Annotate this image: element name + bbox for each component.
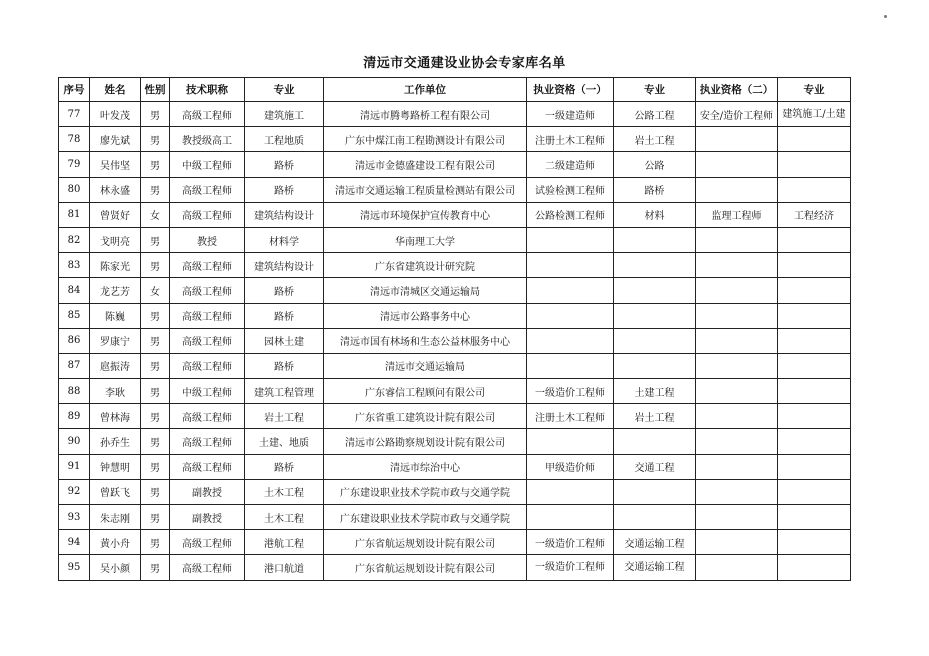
table-cell: 岩土工程 [614,127,696,152]
column-header: 工作单位 [324,78,527,102]
table-cell: 建筑工程管理 [245,379,324,404]
table-row [59,152,851,177]
table-cell [778,227,851,252]
table-cell: 曾贤好 [90,202,141,227]
table-cell [696,429,778,454]
table-row [59,253,851,278]
table-cell [778,429,851,454]
table-cell: 副教授 [170,505,245,530]
table-cell: 二级建造师 [527,152,614,177]
table-cell: 高级工程师 [170,353,245,378]
column-header: 专业 [245,78,324,102]
table-row [59,102,851,127]
table-cell: 广东省航运规划设计院有限公司 [324,555,527,580]
table-cell: 92 [59,479,90,504]
table-row [59,202,851,227]
table-cell: 龙艺芳 [90,278,141,303]
table-cell: 广东中煤江南工程勘测设计有限公司 [324,127,527,152]
table-cell: 清远市环境保护宣传教育中心 [324,202,527,227]
table-cell: 路桥 [614,177,696,202]
table-cell: 高级工程师 [170,253,245,278]
table-cell: 高级工程师 [170,454,245,479]
table-cell [696,353,778,378]
table-cell: 吴伟坚 [90,152,141,177]
table-cell: 清远市综治中心 [324,454,527,479]
table-cell: 土建工程 [614,379,696,404]
table-cell: 广东建设职业技术学院市政与交通学院 [324,505,527,530]
table-cell: 高级工程师 [170,328,245,353]
table-cell: 交通工程 [614,454,696,479]
table-row [59,479,851,504]
table-cell: 中级工程师 [170,152,245,177]
table-cell: 95 [59,555,90,580]
table-cell: 79 [59,152,90,177]
table-cell: 叶发茂 [90,102,141,127]
table-row [59,555,851,580]
table-cell [778,328,851,353]
table-cell [778,353,851,378]
table-cell: 清远市公路勘察规划设计院有限公司 [324,429,527,454]
table-cell [527,328,614,353]
table-cell: 广东睿信工程顾问有限公司 [324,379,527,404]
table-cell: 90 [59,429,90,454]
table-cell [696,530,778,555]
table-cell: 广东省航运规划设计院有限公司 [324,530,527,555]
table-cell: 86 [59,328,90,353]
table-cell [527,505,614,530]
table-cell [696,404,778,429]
table-row [59,404,851,429]
table-cell [527,479,614,504]
table-cell: 80 [59,177,90,202]
table-cell: 男 [141,102,170,127]
table-cell [696,127,778,152]
table-cell: 戈明亮 [90,227,141,252]
table-cell: 77 [59,102,90,127]
table-cell: 交通运输工程 [614,530,696,555]
table-header [59,78,851,102]
table-cell: 男 [141,530,170,555]
table-cell: 路桥 [245,152,324,177]
table-cell: 男 [141,303,170,328]
table-cell: 罗康宁 [90,328,141,353]
table-cell: 曾跃飞 [90,479,141,504]
column-header: 姓名 [90,78,141,102]
table-cell: 华南理工大学 [324,227,527,252]
column-header: 执业资格（一） [527,78,614,102]
table-cell: 男 [141,328,170,353]
table-cell: 公路检测工程师 [527,202,614,227]
table-row [59,177,851,202]
table-cell: 路桥 [245,353,324,378]
table-cell: 监理工程师 [696,202,778,227]
table-cell: 广东建设职业技术学院市政与交通学院 [324,479,527,504]
expert-table [58,77,851,581]
table-cell: 清远市交通运输局 [324,353,527,378]
table-cell: 高级工程师 [170,177,245,202]
table-cell [778,530,851,555]
table-cell: 男 [141,177,170,202]
table-cell: 一级建造师 [527,102,614,127]
table-cell: 84 [59,278,90,303]
table-cell: 一级造价工程师 [527,530,614,555]
table-cell: 男 [141,353,170,378]
table-cell: 女 [141,202,170,227]
table-cell [614,278,696,303]
table-cell: 85 [59,303,90,328]
table-row [59,127,851,152]
document-title: 清远市交通建设业协会专家库名单 [363,56,566,71]
table-cell: 男 [141,379,170,404]
table-cell: 男 [141,479,170,504]
table-row [59,379,851,404]
table-cell: 91 [59,454,90,479]
table-cell: 曾林海 [90,404,141,429]
table-cell: 一级造价工程师 [527,379,614,404]
table-cell: 清远市清城区交通运输局 [324,278,527,303]
table-cell: 孙乔生 [90,429,141,454]
table-cell: 88 [59,379,90,404]
table-cell: 82 [59,227,90,252]
table-cell: 男 [141,505,170,530]
column-header: 专业 [614,78,696,102]
table-cell: 高级工程师 [170,102,245,127]
table-cell: 吴小颜 [90,555,141,580]
table-cell [696,479,778,504]
table-cell [778,505,851,530]
table-cell [614,253,696,278]
table-cell [696,278,778,303]
table-cell: 清远市金德盛建设工程有限公司 [324,152,527,177]
table-cell: 园林土建 [245,328,324,353]
table-cell: 男 [141,227,170,252]
table-cell [778,278,851,303]
table-cell: 女 [141,278,170,303]
table-cell: 男 [141,152,170,177]
table-cell: 87 [59,353,90,378]
table-cell [614,353,696,378]
table-cell [778,253,851,278]
table-cell: 中级工程师 [170,379,245,404]
table-cell: 岩土工程 [614,404,696,429]
table-cell: 钟慧明 [90,454,141,479]
table-row [59,505,851,530]
table-cell: 男 [141,253,170,278]
table-cell [696,303,778,328]
table-cell: 清远市公路事务中心 [324,303,527,328]
table-cell [614,227,696,252]
table-cell: 93 [59,505,90,530]
table-cell: 高级工程师 [170,404,245,429]
table-cell: 一级造价工程师 [527,555,614,580]
table-cell: 高级工程师 [170,530,245,555]
table-cell: 男 [141,454,170,479]
table-cell [527,353,614,378]
table-cell: 扈振涛 [90,353,141,378]
table-cell [778,454,851,479]
table-cell: 男 [141,555,170,580]
table-cell: 港口航道 [245,555,324,580]
table-cell [614,328,696,353]
table-cell: 工程地质 [245,127,324,152]
table-cell: 高级工程师 [170,303,245,328]
table-cell: 94 [59,530,90,555]
table-cell: 建筑结构设计 [245,253,324,278]
table-cell [696,152,778,177]
table-row [59,303,851,328]
table-cell [696,454,778,479]
table-row [59,353,851,378]
table-cell: 清远市国有林场和生态公益林服务中心 [324,328,527,353]
table-cell: 陈家光 [90,253,141,278]
column-header: 执业资格（二） [696,78,778,102]
table-cell: 黄小舟 [90,530,141,555]
table-cell [778,379,851,404]
table-cell [778,303,851,328]
table-cell: 高级工程师 [170,202,245,227]
table-cell [614,303,696,328]
table-cell: 男 [141,404,170,429]
table-cell: 副教授 [170,479,245,504]
table-cell: 注册土木工程师 [527,404,614,429]
table-cell: 高级工程师 [170,555,245,580]
table-cell: 廖先斌 [90,127,141,152]
table-cell: 陈巍 [90,303,141,328]
table-cell [614,505,696,530]
table-cell: 土建、地质 [245,429,324,454]
table-row [59,530,851,555]
column-header: 序号 [59,78,90,102]
table-cell [696,227,778,252]
table-cell: 教授级高工 [170,127,245,152]
table-body [59,102,851,581]
table-row [59,454,851,479]
table-cell: 教授 [170,227,245,252]
table-cell [614,479,696,504]
table-cell: 公路 [614,152,696,177]
table-row [59,429,851,454]
table-cell: 公路工程 [614,102,696,127]
table-cell [778,152,851,177]
table-cell: 李耿 [90,379,141,404]
table-cell [696,253,778,278]
table-cell: 83 [59,253,90,278]
table-cell [778,177,851,202]
table-cell: 男 [141,429,170,454]
table-cell [778,127,851,152]
table-cell [696,177,778,202]
table-cell: 朱志刚 [90,505,141,530]
table-cell: 岩土工程 [245,404,324,429]
table-cell: 清远市腾粤路桥工程有限公司 [324,102,527,127]
table-cell: 林永盛 [90,177,141,202]
table-row [59,278,851,303]
column-header: 技术职称 [170,78,245,102]
table-cell [696,328,778,353]
table-cell: 广东省重工建筑设计院有限公司 [324,404,527,429]
table-cell: 路桥 [245,278,324,303]
table-cell: 试验检测工程师 [527,177,614,202]
table-cell: 男 [141,127,170,152]
table-cell [527,303,614,328]
table-cell [778,555,851,580]
table-cell: 路桥 [245,177,324,202]
table-cell: 交通运输工程 [614,555,696,580]
scan-dot [884,15,887,18]
table-row [59,227,851,252]
table-cell: 高级工程师 [170,429,245,454]
table-cell: 土木工程 [245,479,324,504]
table-cell: 材料学 [245,227,324,252]
table-cell: 89 [59,404,90,429]
table-cell: 高级工程师 [170,278,245,303]
table-cell: 81 [59,202,90,227]
table-cell [614,429,696,454]
table-cell: 材料 [614,202,696,227]
table-cell: 建筑施工 [245,102,324,127]
table-cell [778,404,851,429]
table-cell [527,227,614,252]
table-cell: 路桥 [245,303,324,328]
table-cell: 建筑结构设计 [245,202,324,227]
table-cell: 甲级造价师 [527,454,614,479]
table-cell: 路桥 [245,454,324,479]
table-cell: 清远市交通运输工程质量检测站有限公司 [324,177,527,202]
table-cell: 广东省建筑设计研究院 [324,253,527,278]
table-cell: 78 [59,127,90,152]
table-cell: 建筑施工/土建 [778,102,851,127]
table-cell: 工程经济 [778,202,851,227]
table-cell [696,555,778,580]
table-cell [527,253,614,278]
column-header: 专业 [778,78,851,102]
table-cell: 土木工程 [245,505,324,530]
column-header: 性别 [141,78,170,102]
table-cell: 港航工程 [245,530,324,555]
table-cell [527,278,614,303]
table-row [59,328,851,353]
table-cell [696,379,778,404]
table-cell: 注册土木工程师 [527,127,614,152]
table-cell: 安全/造价工程师 [696,102,778,127]
table-cell [778,479,851,504]
table-cell [696,505,778,530]
table-cell [527,429,614,454]
